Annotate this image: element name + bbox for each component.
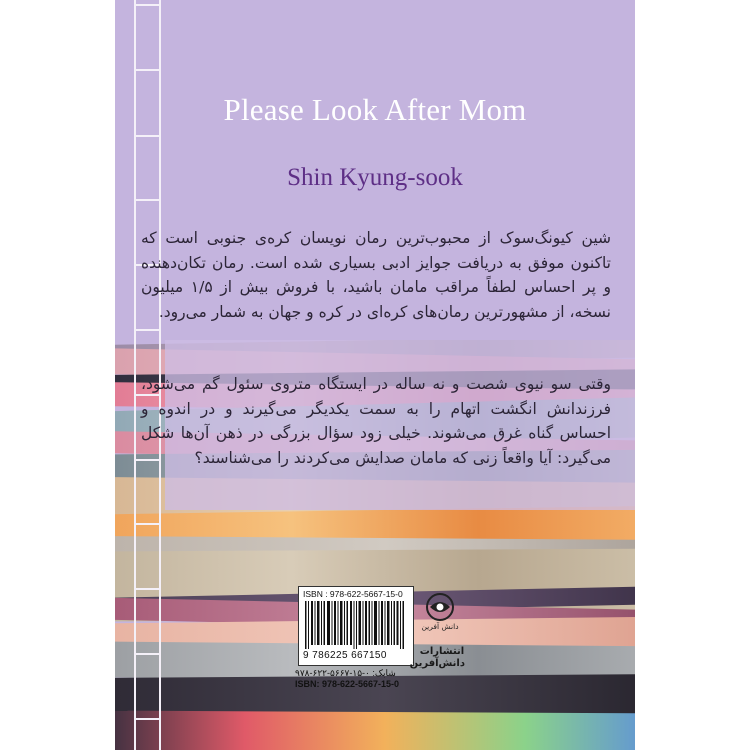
binding-stitch: [134, 718, 161, 720]
isbn-label: ISBN : 978-622-5667-15-0: [303, 589, 403, 599]
book-back-cover: [115, 0, 635, 750]
binding-stitch: [134, 653, 161, 655]
publisher-emblem-icon: [422, 592, 458, 622]
description-paragraph-2: وقتی سو نیوی شصت و نه ساله در ایستگاه متروی سئول گم می‌شود، فرزندانش انگشت اتهام را به سمت یکدیگر می‌گیرند و در اندوه و احساس گناه غرق می‌شوند. خیلی زود سؤال بزرگی در ذهن آن‌ها شکل می‌گیرد: آیا واقعاً زنی که مامان صدایش می‌کردند را می‌شناسند؟: [141, 375, 611, 467]
description-paragraph-1: شین کیونگ‌سوک از محبوب‌ترین رمان نویسان کره‌ی جنوبی است که تاکنون موفق به دریافت جوایز ادبی بسیاری شده است. رمان تکان‌دهنده و پر احساس لطفاً مراقب مامان باشید، با فروش بیش از ۱/۵ میلیون نسخه، از مشهورترین رمان‌های کره‌ای در کره و جهان به شمار می‌رود.: [141, 229, 611, 321]
isbn-english: ISBN: 978-622-5667-15-0: [295, 679, 400, 689]
binding-stitch: [134, 4, 161, 6]
isbn-block: [295, 668, 399, 690]
barcode: [298, 586, 414, 666]
barcode-number: 9 786225 667150: [303, 650, 387, 661]
isbn-persian: شابک: ۰-۱۵-۵۶۶۷-۶۲۲-۹۷۸: [295, 668, 396, 678]
book-title: Please Look After Mom: [223, 92, 527, 127]
barcode-bars: [305, 601, 407, 649]
binding-stitch: [134, 523, 161, 525]
publisher-logo-text: دانش آفرین: [421, 622, 459, 631]
publisher-logo: [409, 592, 465, 680]
binding-stitch: [134, 135, 161, 137]
book-author: Shin Kyung-sook: [287, 164, 463, 191]
binding-stitch: [134, 199, 161, 201]
binding-stitch: [134, 69, 161, 71]
binding-stitch: [134, 329, 161, 331]
publisher-name: انتشارات دانش‌آفرین: [409, 646, 465, 669]
binding-stitch: [134, 588, 161, 590]
